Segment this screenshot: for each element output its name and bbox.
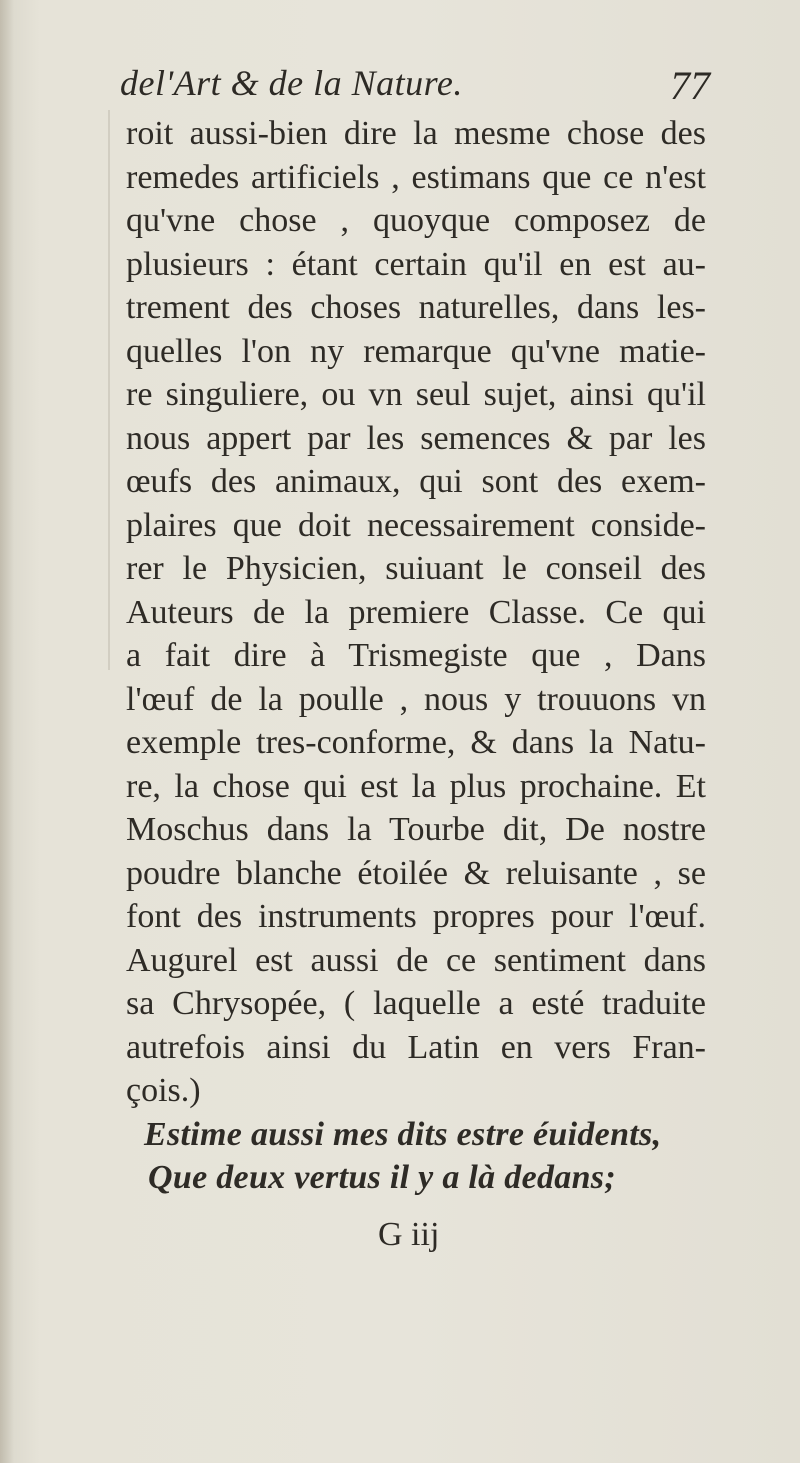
text-line: autrefois ainsi du Latin en vers Fran- bbox=[126, 1028, 706, 1066]
text-line: l'œuf de la poulle , nous y trouuons vn bbox=[126, 680, 706, 718]
text-line: plaires que doit necessairement conside- bbox=[126, 506, 706, 544]
text-line: Augurel est aussi de ce sentiment dans bbox=[126, 941, 706, 979]
text-line: re singuliere, ou vn seul sujet, ainsi qu'il bbox=[126, 376, 706, 413]
page-edge-shadow bbox=[0, 0, 14, 1463]
text-line: nous appert par les semences & par les bbox=[126, 419, 706, 457]
text-line: remedes artificiels , estimans que ce n'est bbox=[126, 158, 706, 196]
text-line: a fait dire à Trismegiste que , Dans bbox=[126, 637, 706, 674]
text-line: œufs des animaux, qui sont des exem- bbox=[126, 463, 706, 500]
text-line: exemple tres-conforme, & dans la Natu- bbox=[126, 724, 706, 761]
verse-line: Que deux vertus il y a là dedans; bbox=[148, 1159, 616, 1196]
signature-mark: G iij bbox=[378, 1216, 440, 1253]
text-line: qu'vne chose , quoyque composez de bbox=[126, 202, 706, 239]
text-line: poudre blanche étoilée & reluisante , se bbox=[126, 854, 706, 892]
page-header bbox=[120, 62, 710, 112]
body-text bbox=[126, 112, 706, 1200]
page-number: 77 bbox=[670, 63, 710, 108]
text-line: trement des choses naturelles, dans les- bbox=[126, 289, 706, 326]
text-line: Auteurs de la premiere Classe. Ce qui bbox=[126, 593, 706, 631]
text-line: rer le Physicien, suiuant le conseil des bbox=[126, 550, 706, 587]
text-line: Moschus dans la Tourbe dit, De nostre bbox=[126, 811, 706, 848]
text-line: çois.) bbox=[126, 1072, 201, 1109]
text-line: plusieurs : étant certain qu'il en est au- bbox=[126, 245, 706, 283]
text-line: re, la chose qui est la plus prochaine. Et bbox=[126, 767, 706, 805]
text-line: roit aussi-bien dire la mesme chose des bbox=[126, 115, 706, 152]
margin-mark bbox=[108, 110, 110, 670]
running-head: del'Art & de la Nature. bbox=[120, 63, 463, 103]
text-line: quelles l'on ny remarque qu'vne matie- bbox=[126, 332, 706, 370]
text-line: font des instruments propres pour l'œuf. bbox=[126, 898, 706, 935]
text-line: sa Chrysopée, ( laquelle a esté traduite bbox=[126, 985, 706, 1022]
verse-line: Estime aussi mes dits estre éuidents, bbox=[144, 1115, 662, 1153]
